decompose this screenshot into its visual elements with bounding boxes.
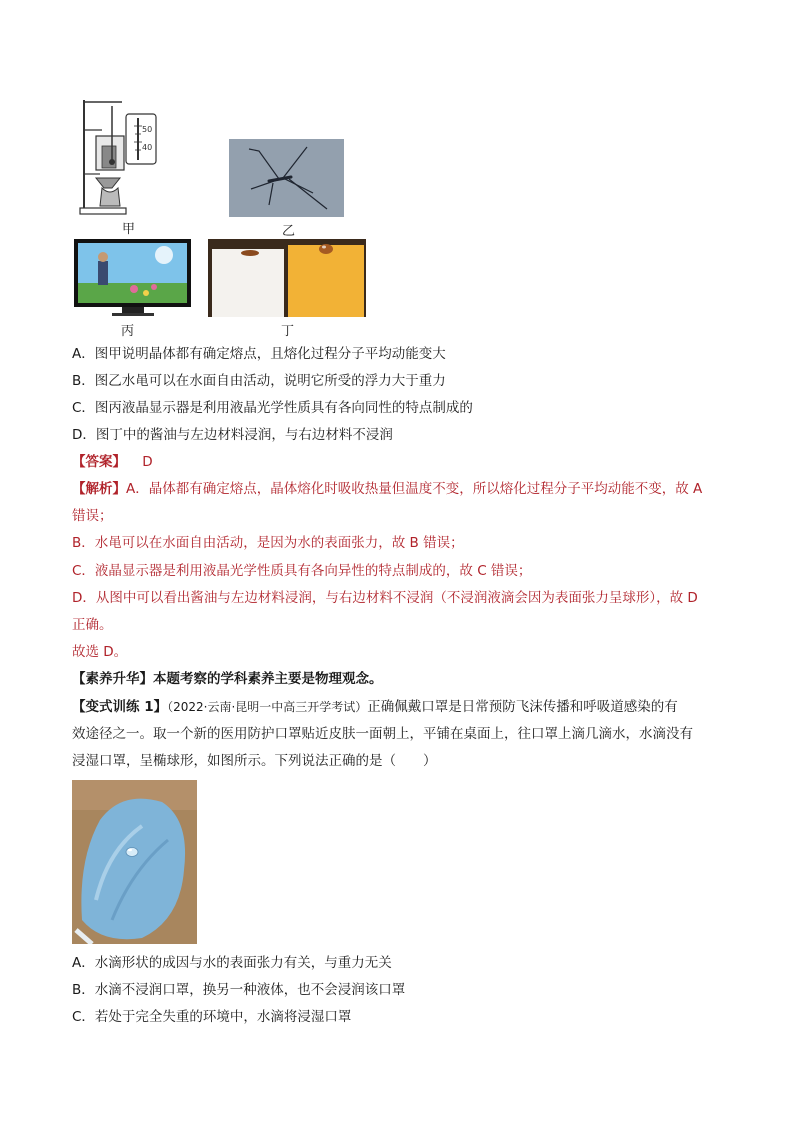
analysis-text-1: A．晶体都有确定熔点，晶体熔化时吸收热量但温度不变，所以熔化过程分子平均动能不变，故 A [126,481,703,497]
caption-bing: 丙 [121,324,135,339]
answer-label: 【答案】 [72,454,126,470]
mask-water-drop-photo [72,780,197,944]
caption-jia: 甲 [122,222,136,237]
lcd-monitor-photo [74,239,191,317]
analysis-line-5: D．从图中可以看出酱油与左边材料浸润，与右边材料不浸润（不浸润液滴会因为表面张力呈球形），故 D [72,590,698,606]
analysis-line-7: 故选 D。 [72,644,128,660]
figure-jia [72,96,162,218]
question-option-b: B．图乙水黾可以在水面自由活动，说明它所受的浮力大于重力 [72,373,446,389]
suyang-line [72,669,383,689]
bianshi-line-1 [72,697,678,717]
caption-ding: 丁 [281,324,295,339]
caption-yi: 乙 [282,224,296,239]
bianshi-line-3: 浸湿口罩，呈椭球形，如图所示。下列说法正确的是（ ） [72,753,437,769]
thermometer-tick-40: 40 [142,143,153,152]
analysis-label: 【解析】 [72,481,126,497]
bianshi-option-c: C．若处于完全失重的环境中，水滴将浸湿口罩 [72,1009,352,1025]
suyang-text: 本题考察的学科素养主要是物理观念。 [153,671,383,687]
bianshi-option-b: B．水滴不浸润口罩，换另一种液体，也不会浸润该口罩 [72,982,406,998]
figure-yi [229,139,344,217]
bianshi-label: 【变式训练 1】 [72,699,168,715]
analysis-line-3: B．水黾可以在水面自由活动，是因为水的表面张力，故 B 错误； [72,535,464,551]
analysis-line-2: 错误； [72,508,113,524]
suyang-label: 【素养升华】 [72,671,153,687]
bianshi-option-a: A．水滴形状的成因与水的表面张力有关，与重力无关 [72,955,392,971]
question-option-d: D．图丁中的酱油与左边材料浸润，与右边材料不浸润 [72,427,393,443]
answer-line [72,452,153,472]
bianshi-text-1: 正确佩戴口罩是日常预防飞沫传播和呼吸道感染的有 [367,699,678,715]
analysis-line-4: C．液晶显示器是利用液晶光学性质具有各向异性的特点制成的，故 C 错误； [72,563,532,579]
figure-mask [72,780,197,944]
analysis-line-1 [72,479,702,499]
figure-ding [208,239,366,317]
soy-sauce-blocks-photo [208,239,366,317]
bianshi-source: （2022·云南·昆明一中高三开学考试） [167,700,368,714]
question-option-c: C．图丙液晶显示器是利用液晶光学性质具有各向同性的特点制成的 [72,400,473,416]
water-strider-photo [229,139,344,217]
figure-bing [74,239,191,317]
bianshi-line-2: 效途径之一。取一个新的医用防护口罩贴近皮肤一面朝上，平铺在桌面上，往口罩上滴几滴水，水滴没有 [72,726,693,742]
answer-value: D [142,454,153,470]
analysis-line-6: 正确。 [72,617,113,633]
question-option-a: A．图甲说明晶体都有确定熔点，且熔化过程分子平均动能变大 [72,346,446,362]
melting-apparatus-diagram [72,96,162,218]
thermometer-tick-50: 50 [142,125,153,134]
